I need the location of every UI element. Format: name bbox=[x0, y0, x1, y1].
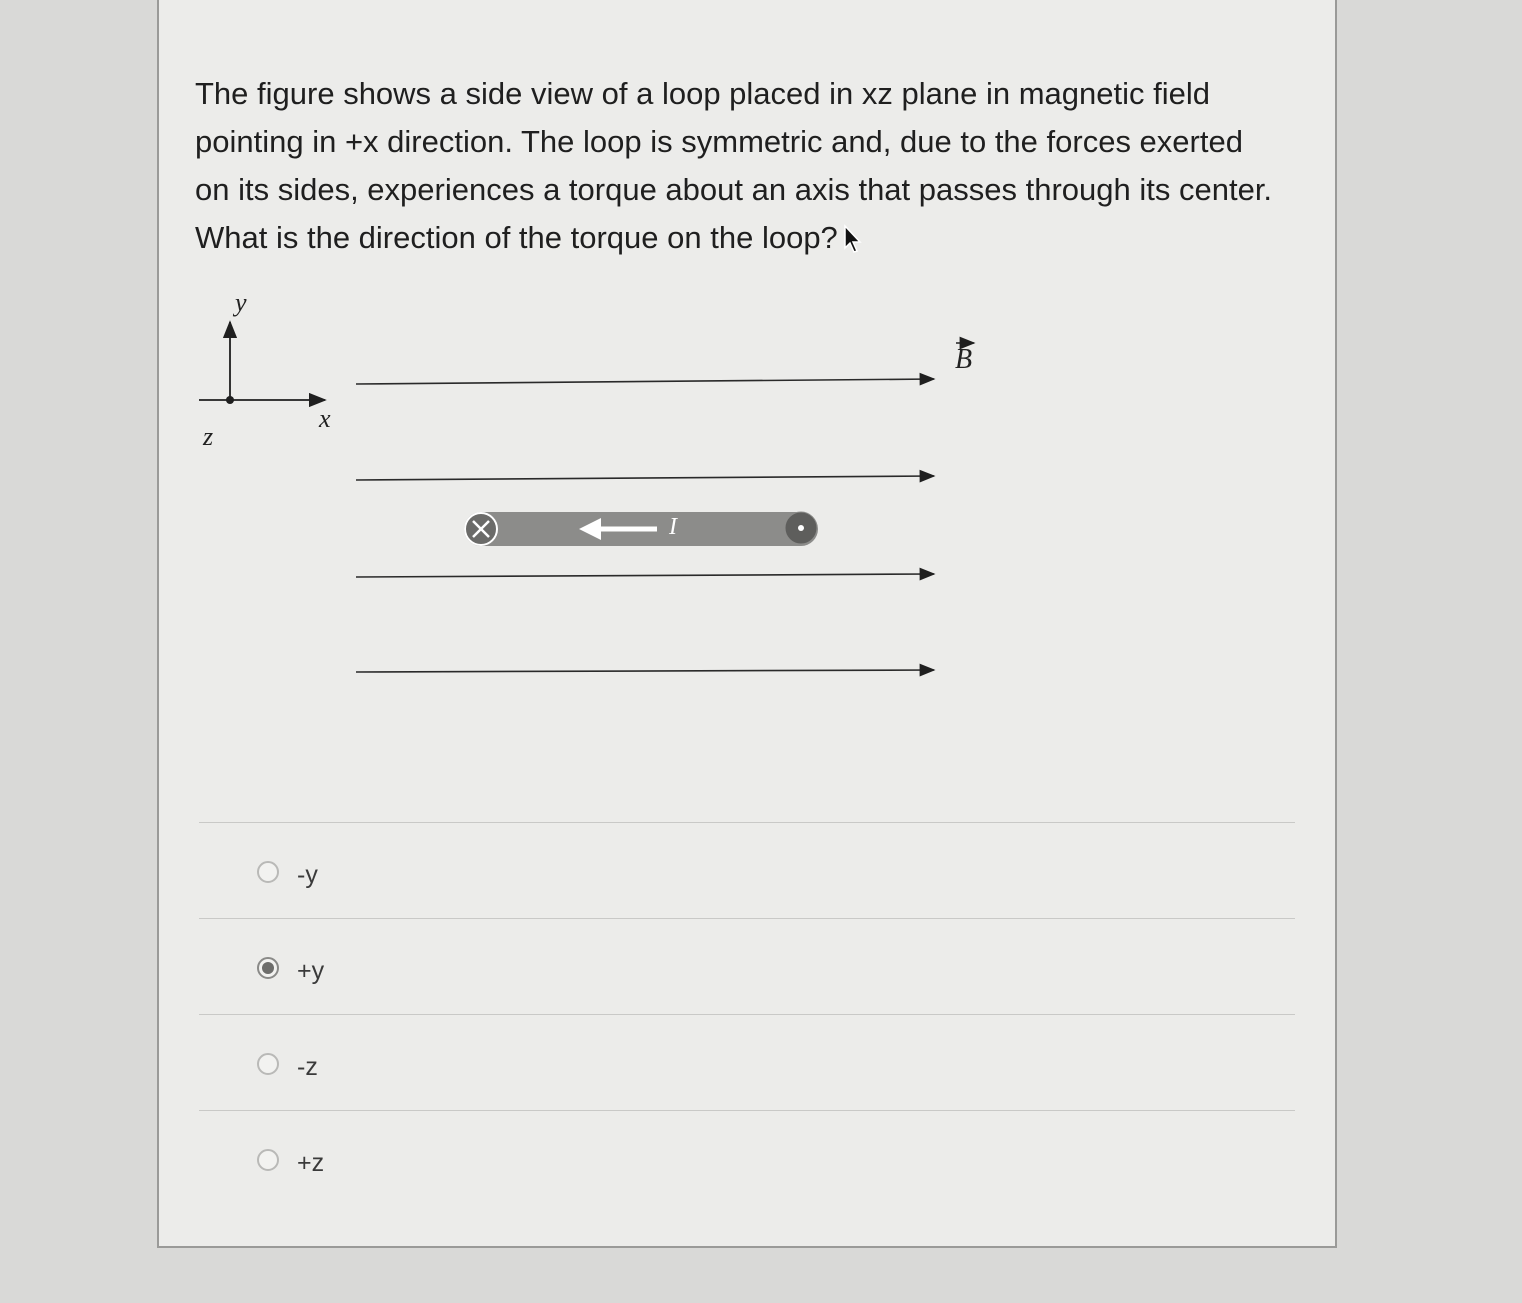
option-label[interactable]: -y bbox=[297, 861, 318, 889]
dot-center bbox=[798, 525, 804, 531]
option-minus-y[interactable] bbox=[199, 822, 1295, 918]
answer-options bbox=[199, 822, 1295, 1206]
field-line bbox=[356, 670, 934, 672]
option-plus-y[interactable] bbox=[199, 918, 1295, 1014]
field-line bbox=[356, 574, 934, 577]
coordinate-axes bbox=[199, 322, 325, 404]
question-card bbox=[157, 0, 1337, 1248]
option-plus-z[interactable] bbox=[199, 1110, 1295, 1206]
question-text-content: The figure shows a side view of a loop placed in xz plane in magnetic field pointing in +x direction. The loop is symmetric and, due to the forces exerted on its sides, experiences a torque about an axis that passes through its center. What is the direction of the torque on the loop? bbox=[195, 76, 1273, 255]
radio-button-icon[interactable] bbox=[257, 861, 279, 883]
radio-button-checked-icon[interactable] bbox=[257, 957, 279, 979]
option-label[interactable]: -z bbox=[297, 1053, 318, 1081]
field-line bbox=[356, 379, 934, 384]
question-text bbox=[195, 70, 1285, 262]
radio-button-icon[interactable] bbox=[257, 1053, 279, 1075]
radio-button-icon[interactable] bbox=[257, 1149, 279, 1171]
current-loop bbox=[464, 512, 818, 546]
figure-drawing bbox=[159, 280, 1335, 700]
axis-z-label: z bbox=[203, 422, 214, 451]
option-label[interactable]: +y bbox=[297, 957, 325, 985]
mouse-pointer-icon bbox=[842, 224, 864, 254]
axis-x-label: x bbox=[319, 404, 331, 433]
current-label: I bbox=[669, 514, 677, 540]
field-label: B bbox=[955, 344, 973, 375]
option-label[interactable]: +z bbox=[297, 1149, 325, 1177]
field-line bbox=[356, 476, 934, 480]
magnetic-field-figure bbox=[159, 280, 1335, 700]
axis-y-label: y bbox=[235, 288, 247, 317]
z-axis-dot-icon bbox=[226, 396, 234, 404]
option-minus-z[interactable] bbox=[199, 1014, 1295, 1110]
